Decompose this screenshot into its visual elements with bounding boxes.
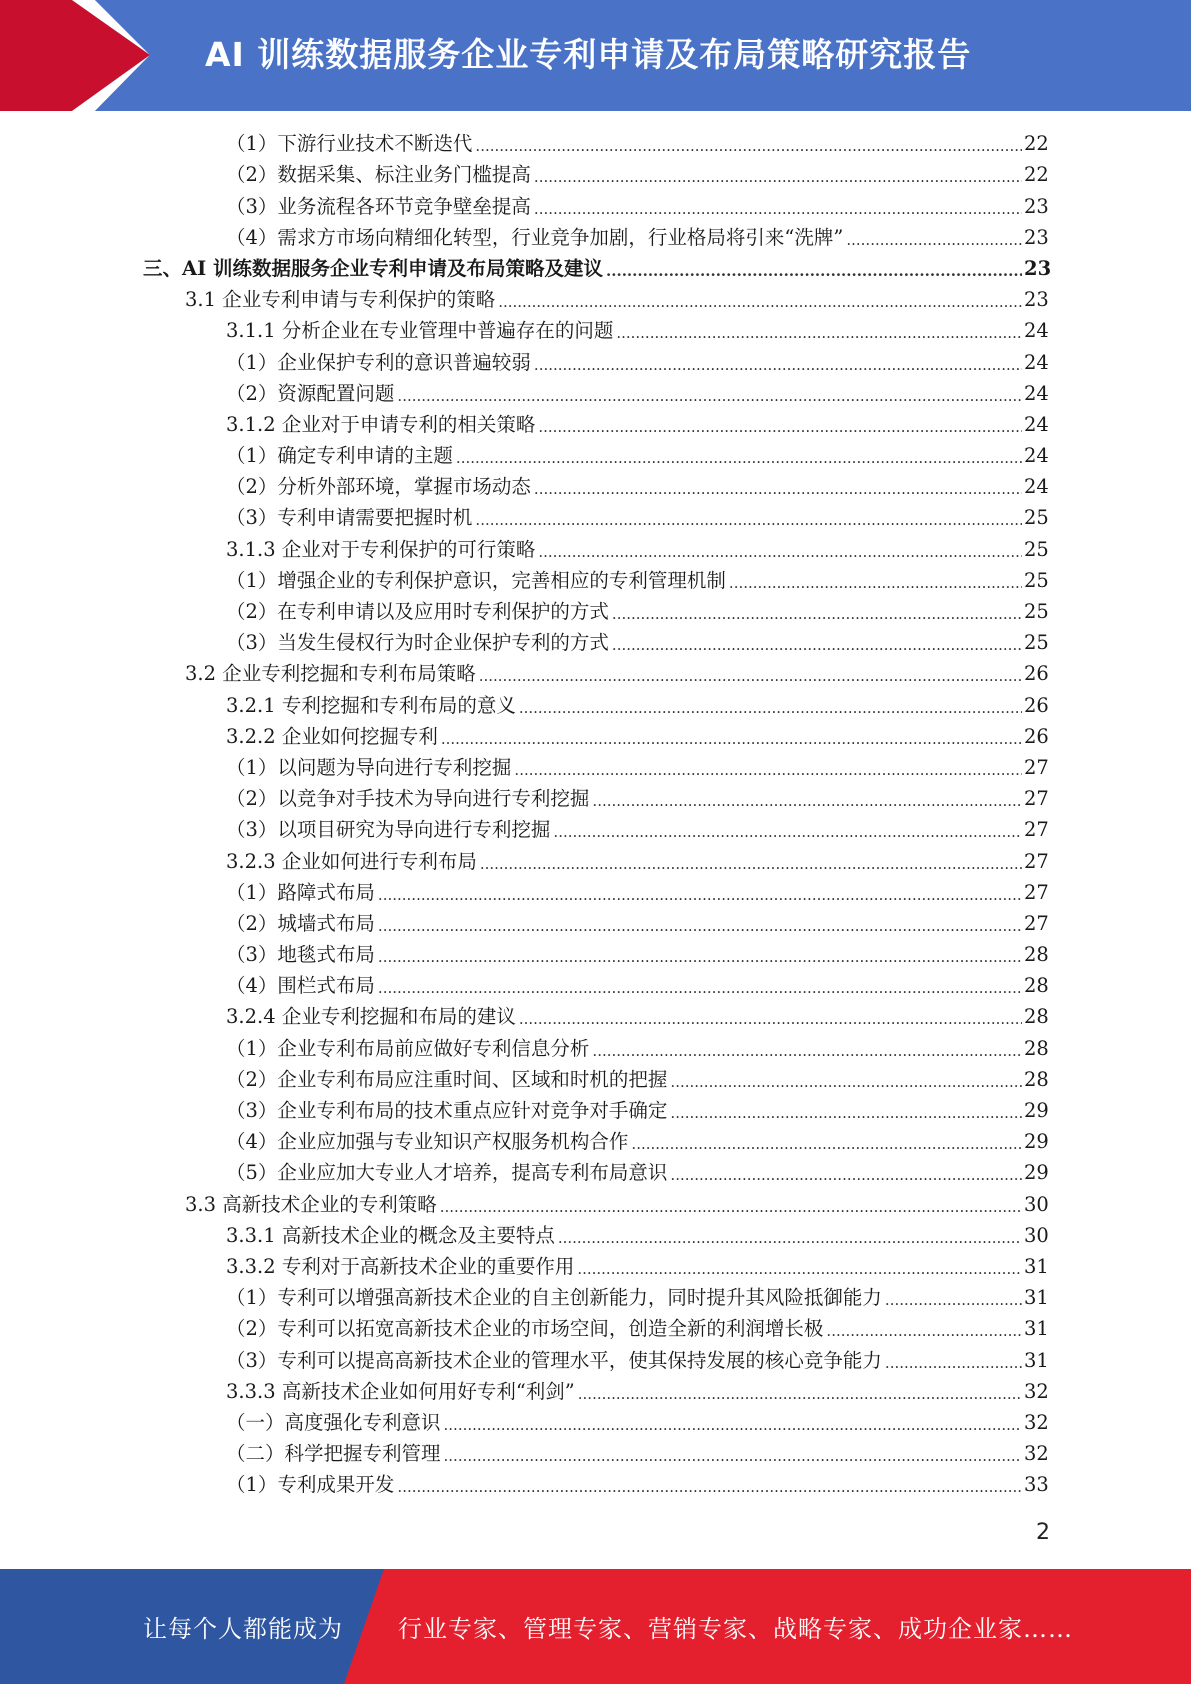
toc-dot-leader bbox=[558, 1228, 1022, 1248]
toc-dot-leader bbox=[846, 230, 1022, 250]
toc-entry[interactable] bbox=[226, 502, 1048, 533]
page-footer bbox=[0, 1569, 1191, 1684]
toc-entry-page: 26 bbox=[1024, 662, 1049, 686]
toc-entry[interactable] bbox=[185, 658, 1048, 689]
toc-entry-page: 28 bbox=[1024, 943, 1049, 967]
toc-entry-title: 3.1 企业专利申请与专利保护的策略 bbox=[185, 288, 496, 312]
toc-entry-page: 31 bbox=[1024, 1317, 1049, 1341]
toc-dot-leader bbox=[480, 854, 1022, 874]
toc-entry-page: 30 bbox=[1024, 1192, 1049, 1216]
toc-dot-leader bbox=[514, 760, 1022, 780]
toc-dot-leader bbox=[577, 1259, 1022, 1279]
toc-entry-title: 3.2.1 专利挖掘和专利布局的意义 bbox=[226, 693, 516, 717]
toc-entry-page: 24 bbox=[1024, 444, 1049, 468]
toc-entry[interactable] bbox=[226, 939, 1048, 970]
toc-entry-page: 23 bbox=[1024, 256, 1052, 280]
toc-entry-title: （1）企业保护专利的意识普遍较弱 bbox=[226, 350, 531, 374]
toc-entry[interactable] bbox=[226, 159, 1048, 190]
toc-entry-title: （1）专利成果开发 bbox=[226, 1473, 395, 1497]
toc-entry-title: （3）当发生侵权行为时企业保护专利的方式 bbox=[226, 631, 609, 655]
toc-entry-page: 32 bbox=[1024, 1410, 1049, 1434]
toc-dot-leader bbox=[670, 1165, 1022, 1185]
toc-dot-leader bbox=[444, 1415, 1022, 1435]
toc-dot-leader bbox=[441, 729, 1022, 749]
toc-dot-leader bbox=[519, 1009, 1022, 1029]
toc-entry[interactable] bbox=[226, 783, 1048, 814]
toc-entry-page: 31 bbox=[1024, 1286, 1049, 1310]
toc-entry-page: 26 bbox=[1024, 693, 1049, 717]
toc-entry[interactable] bbox=[226, 1282, 1048, 1313]
toc-entry-page: 24 bbox=[1024, 412, 1049, 436]
toc-dot-leader bbox=[378, 978, 1022, 998]
toc-dot-leader bbox=[534, 479, 1022, 499]
toc-entry[interactable] bbox=[226, 128, 1048, 159]
toc-dot-leader bbox=[378, 885, 1022, 905]
toc-entry-title: （1）路障式布局 bbox=[226, 880, 375, 904]
toc-entry[interactable] bbox=[226, 721, 1048, 752]
toc-dot-leader bbox=[538, 417, 1022, 437]
toc-dot-leader bbox=[378, 947, 1022, 967]
toc-entry[interactable] bbox=[226, 752, 1048, 783]
toc-entry-title: （4）企业应加强与专业知识产权服务机构合作 bbox=[226, 1130, 629, 1154]
toc-entry-title: 3.1.3 企业对于专利保护的可行策略 bbox=[226, 537, 536, 561]
toc-dot-leader bbox=[578, 1384, 1022, 1404]
toc-entry-title: （1）确定专利申请的主题 bbox=[226, 444, 453, 468]
toc-entry[interactable] bbox=[185, 1188, 1048, 1219]
toc-dot-leader bbox=[631, 1134, 1022, 1154]
page-number: 2 bbox=[1036, 1520, 1050, 1545]
toc-entry-title: （1）下游行业技术不断迭代 bbox=[226, 132, 473, 156]
toc-entry-title: 3.3.3 高新技术企业如何用好专利“利剑” bbox=[226, 1379, 575, 1403]
toc-entry-page: 25 bbox=[1024, 537, 1049, 561]
toc-entry-title: （2）分析外部环境，掌握市场动态 bbox=[226, 475, 531, 499]
toc-entry-title: （2）数据采集、标注业务门槛提高 bbox=[226, 163, 531, 187]
toc-dot-leader bbox=[444, 1446, 1022, 1466]
toc-entry-page: 27 bbox=[1024, 755, 1049, 779]
toc-entry[interactable] bbox=[226, 1220, 1048, 1251]
toc-dot-leader bbox=[612, 604, 1022, 624]
toc-entry-page: 33 bbox=[1024, 1473, 1049, 1497]
toc-entry-title: （3）专利可以提高高新技术企业的管理水平，使其保持发展的核心竞争能力 bbox=[226, 1348, 882, 1372]
toc-entry-title: （2）城墙式布局 bbox=[226, 911, 375, 935]
toc-dot-leader bbox=[885, 1353, 1022, 1373]
toc-dot-leader bbox=[397, 386, 1022, 406]
toc-entry-title: （1）专利可以增强高新技术企业的自主创新能力，同时提升其风险抵御能力 bbox=[226, 1286, 882, 1310]
toc-entry-title: （3）业务流程各环节竞争壁垒提高 bbox=[226, 194, 531, 218]
toc-dot-leader bbox=[729, 573, 1022, 593]
toc-entry-title: （二）科学把握专利管理 bbox=[226, 1442, 441, 1466]
toc-entry[interactable] bbox=[226, 814, 1048, 845]
toc-entry[interactable] bbox=[226, 471, 1048, 502]
toc-entry-page: 29 bbox=[1024, 1130, 1049, 1154]
toc-entry[interactable] bbox=[226, 378, 1048, 409]
toc-entry-title: （3）以项目研究为导向进行专利挖掘 bbox=[226, 818, 551, 842]
toc-entry[interactable] bbox=[226, 877, 1048, 908]
toc-entry-page: 23 bbox=[1024, 194, 1049, 218]
toc-entry[interactable] bbox=[143, 253, 1052, 284]
toc-entry-page: 25 bbox=[1024, 600, 1049, 623]
toc-entry[interactable] bbox=[226, 627, 1048, 658]
toc-entry-title: （3）地毯式布局 bbox=[226, 943, 375, 967]
toc-dot-leader bbox=[606, 261, 1022, 281]
toc-entry[interactable] bbox=[226, 190, 1048, 221]
toc-entry-title: 3.3.2 专利对于高新技术企业的重要作用 bbox=[226, 1254, 575, 1278]
toc-entry-title: （4）围栏式布局 bbox=[226, 974, 375, 998]
page-header bbox=[0, 0, 1191, 111]
toc-entry[interactable] bbox=[226, 1095, 1048, 1126]
toc-entry[interactable] bbox=[226, 1469, 1048, 1500]
toc-entry[interactable] bbox=[226, 1407, 1048, 1438]
toc-entry-title: （一）高度强化专利意识 bbox=[226, 1410, 441, 1434]
toc-entry-page: 27 bbox=[1024, 787, 1049, 811]
toc-entry-page: 28 bbox=[1024, 974, 1049, 998]
footer-slogan-right: 行业专家、管理专家、营销专家、战略专家、成功企业家…… bbox=[398, 1615, 1073, 1643]
toc-entry-page: 27 bbox=[1024, 911, 1049, 935]
toc-dot-leader bbox=[612, 635, 1022, 655]
toc-entry-page: 29 bbox=[1024, 1099, 1049, 1122]
toc-dot-leader bbox=[378, 916, 1022, 936]
toc-dot-leader bbox=[475, 136, 1022, 156]
toc-entry[interactable] bbox=[226, 1251, 1048, 1282]
toc-dot-leader bbox=[479, 666, 1022, 686]
toc-entry-title: 3.3.1 高新技术企业的概念及主要特点 bbox=[226, 1223, 555, 1247]
toc-entry-page: 27 bbox=[1024, 880, 1049, 904]
toc-dot-leader bbox=[885, 1290, 1022, 1310]
toc-entry-page: 29 bbox=[1024, 1161, 1049, 1185]
toc-entry-page: 32 bbox=[1024, 1379, 1049, 1403]
toc-entry-title: 3.2 企业专利挖掘和专利布局策略 bbox=[185, 662, 476, 686]
toc-entry-page: 25 bbox=[1024, 506, 1049, 530]
toc-entry-title: （3）企业专利布局的技术重点应针对竞争对手确定 bbox=[226, 1099, 668, 1122]
toc-entry-page: 28 bbox=[1024, 1036, 1049, 1060]
toc-entry-title: （1）以问题为导向进行专利挖掘 bbox=[226, 755, 512, 779]
toc-entry-title: 三、AI 训练数据服务企业专利申请及布局策略及建议 bbox=[143, 256, 604, 280]
table-of-contents bbox=[0, 128, 1191, 1500]
toc-dot-leader bbox=[553, 822, 1022, 842]
toc-dot-leader bbox=[826, 1321, 1022, 1341]
toc-entry-title: 3.2.2 企业如何挖掘专利 bbox=[226, 724, 438, 748]
toc-dot-leader bbox=[475, 510, 1022, 530]
toc-dot-leader bbox=[616, 323, 1022, 343]
toc-entry-page: 24 bbox=[1024, 475, 1049, 499]
toc-entry-page: 27 bbox=[1024, 849, 1049, 873]
toc-entry[interactable] bbox=[226, 1001, 1048, 1032]
toc-entry[interactable] bbox=[226, 1157, 1048, 1188]
toc-entry-page: 31 bbox=[1024, 1348, 1049, 1372]
toc-entry[interactable] bbox=[226, 689, 1048, 720]
toc-entry-page: 32 bbox=[1024, 1442, 1049, 1466]
toc-entry[interactable] bbox=[226, 346, 1048, 377]
toc-dot-leader bbox=[534, 167, 1022, 187]
toc-entry[interactable] bbox=[226, 970, 1048, 1001]
toc-entry-title: （3）专利申请需要把握时机 bbox=[226, 506, 473, 530]
toc-entry-page: 28 bbox=[1024, 1005, 1049, 1029]
toc-entry[interactable] bbox=[226, 908, 1048, 939]
toc-entry-title: 3.2.3 企业如何进行专利布局 bbox=[226, 849, 477, 873]
toc-entry-page: 22 bbox=[1024, 132, 1049, 156]
toc-entry-title: 3.1.1 分析企业在专业管理中普遍存在的问题 bbox=[226, 319, 614, 343]
toc-entry[interactable] bbox=[226, 1064, 1048, 1095]
toc-entry-title: （4）需求方市场向精细化转型，行业竞争加剧，行业格局将引来“洗牌” bbox=[226, 225, 844, 249]
header-arrow-decoration bbox=[0, 0, 160, 111]
toc-entry-page: 24 bbox=[1024, 319, 1049, 343]
toc-entry-title: （1）增强企业的专利保护意识，完善相应的专利管理机制 bbox=[226, 568, 726, 592]
toc-entry-page: 26 bbox=[1024, 724, 1049, 748]
toc-entry[interactable] bbox=[226, 1376, 1048, 1407]
toc-entry-title: （5）企业应加大专业人才培养，提高专利布局意识 bbox=[226, 1161, 668, 1185]
toc-dot-leader bbox=[534, 199, 1022, 219]
toc-entry-page: 30 bbox=[1024, 1223, 1049, 1247]
footer-slogan-left: 让每个人都能成为 bbox=[143, 1615, 343, 1643]
toc-entry[interactable] bbox=[226, 845, 1048, 876]
toc-entry[interactable] bbox=[226, 565, 1048, 596]
toc-entry-page: 27 bbox=[1024, 818, 1049, 842]
toc-dot-leader bbox=[397, 1477, 1022, 1497]
report-title: AI 训练数据服务企业专利申请及布局策略研究报告 bbox=[205, 35, 972, 74]
toc-entry[interactable] bbox=[226, 1313, 1048, 1344]
toc-entry-title: （2）在专利申请以及应用时专利保护的方式 bbox=[226, 600, 609, 623]
toc-entry[interactable] bbox=[226, 596, 1048, 627]
toc-dot-leader bbox=[538, 542, 1022, 562]
toc-entry[interactable] bbox=[226, 533, 1048, 564]
toc-entry-title: （2）以竞争对手技术为导向进行专利挖掘 bbox=[226, 787, 590, 811]
toc-entry[interactable] bbox=[226, 1344, 1048, 1375]
toc-entry-page: 23 bbox=[1024, 225, 1049, 249]
toc-entry[interactable] bbox=[226, 1032, 1048, 1063]
toc-entry[interactable] bbox=[226, 222, 1048, 253]
toc-dot-leader bbox=[498, 292, 1022, 312]
toc-entry[interactable] bbox=[226, 1438, 1048, 1469]
toc-entry[interactable] bbox=[226, 440, 1048, 471]
toc-entry-title: （2）专利可以拓宽高新技术企业的市场空间，创造全新的利润增长极 bbox=[226, 1317, 824, 1341]
toc-entry-title: （1）企业专利布局前应做好专利信息分析 bbox=[226, 1036, 590, 1060]
toc-dot-leader bbox=[670, 1103, 1022, 1123]
toc-entry-page: 25 bbox=[1024, 631, 1049, 655]
toc-entry-title: （2）资源配置问题 bbox=[226, 381, 395, 405]
toc-entry[interactable] bbox=[226, 409, 1048, 440]
toc-entry-title: 3.3 高新技术企业的专利策略 bbox=[185, 1192, 437, 1216]
toc-dot-leader bbox=[670, 1072, 1022, 1092]
toc-dot-leader bbox=[440, 1197, 1022, 1217]
toc-dot-leader bbox=[519, 698, 1022, 718]
toc-entry[interactable] bbox=[226, 315, 1048, 346]
toc-entry-page: 31 bbox=[1024, 1254, 1049, 1278]
toc-entry-page: 28 bbox=[1024, 1067, 1049, 1091]
toc-entry-title: （2）企业专利布局应注重时间、区域和时机的把握 bbox=[226, 1067, 668, 1091]
toc-entry-page: 24 bbox=[1024, 381, 1049, 405]
toc-entry[interactable] bbox=[226, 1126, 1048, 1157]
toc-entry-page: 22 bbox=[1024, 163, 1049, 187]
toc-entry-page: 25 bbox=[1024, 568, 1049, 592]
toc-dot-leader bbox=[592, 791, 1022, 811]
toc-entry-title: 3.2.4 企业专利挖掘和布局的建议 bbox=[226, 1005, 516, 1029]
toc-dot-leader bbox=[592, 1041, 1022, 1061]
toc-entry-title: 3.1.2 企业对于申请专利的相关策略 bbox=[226, 412, 536, 436]
toc-dot-leader bbox=[456, 448, 1022, 468]
toc-dot-leader bbox=[534, 355, 1022, 375]
toc-entry-page: 23 bbox=[1024, 288, 1049, 312]
toc-entry[interactable] bbox=[185, 284, 1048, 315]
toc-entry-page: 24 bbox=[1024, 350, 1049, 374]
